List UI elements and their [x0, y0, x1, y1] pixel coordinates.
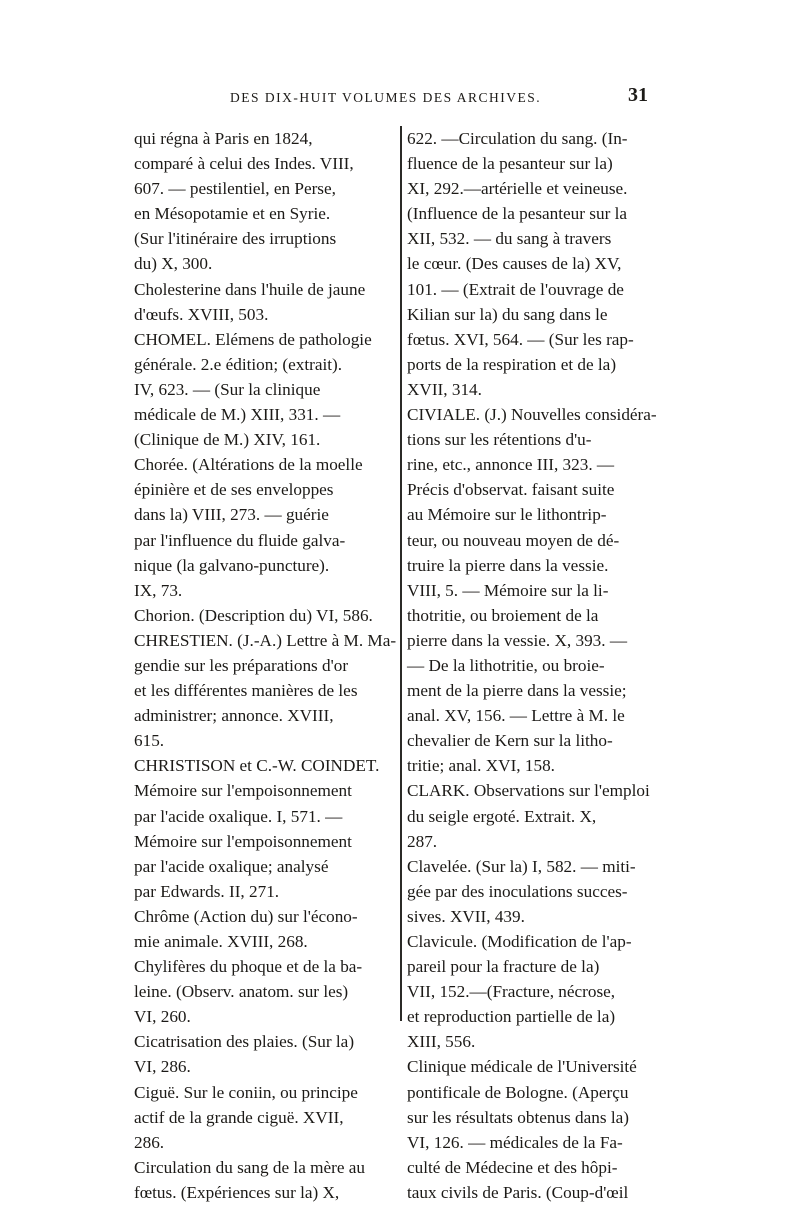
index-line: anal. XV, 156. — Lettre à M. le	[407, 706, 625, 726]
index-line: Clinique médicale de l'Université	[407, 1057, 637, 1077]
index-line: (Clinique de M.) XIV, 161.	[134, 430, 321, 450]
index-line: XIII, 556.	[407, 1032, 476, 1052]
index-line: Circulation du sang de la mère au	[134, 1157, 365, 1177]
index-line: leine. (Observ. anatom. sur les)	[134, 982, 349, 1002]
index-line: médicale de M.) XIII, 331. —	[134, 405, 341, 425]
index-line: XII, 532. — du sang à travers	[407, 229, 612, 249]
index-line: 615.	[134, 731, 165, 751]
index-line: pareil pour la fracture de la)	[407, 957, 600, 977]
index-line: actif de la grande ciguë. XVII,	[134, 1107, 344, 1127]
index-line: Clavelée. (Sur la) I, 582. — miti-	[407, 856, 636, 876]
index-line: par l'acide oxalique; analysé	[134, 856, 329, 876]
index-line: gendie sur les préparations d'or	[134, 655, 349, 675]
index-line: Précis d'observat. faisant suite	[407, 480, 615, 500]
index-line: taux civils de Paris. (Coup-d'œil	[407, 1182, 629, 1202]
index-line: CHRESTIEN. (J.-A.) Lettre à M. Ma-	[134, 630, 397, 650]
index-line: en Mésopotamie et en Syrie.	[134, 204, 331, 224]
index-line: 607. — pestilentiel, en Perse,	[134, 179, 336, 199]
index-line: 286.	[134, 1132, 165, 1152]
index-line: Cicatrisation des plaies. (Sur la)	[134, 1032, 355, 1052]
index-line: teur, ou nouveau moyen de dé-	[407, 530, 620, 550]
index-line: truire la pierre dans la vessie.	[407, 555, 609, 575]
index-line: Clavicule. (Modification de l'ap-	[407, 932, 632, 951]
index-line: et reproduction partielle de la)	[407, 1007, 616, 1027]
index-line: fœtus. XVI, 564. — (Sur les rap-	[407, 329, 634, 349]
right-index-column	[407, 126, 665, 1205]
page-number: 31	[628, 84, 648, 106]
index-line: par l'acide oxalique. I, 571. —	[134, 806, 343, 826]
index-line: Cholesterine dans l'huile de jaune	[134, 279, 366, 299]
index-line: CLARK. Observations sur l'emploi	[407, 781, 650, 801]
index-line: Ciguë. Sur le coniin, ou principe	[134, 1082, 358, 1102]
index-line: CHOMEL. Elémens de pathologie	[134, 329, 372, 349]
index-line: d'œufs. XVIII, 503.	[134, 304, 269, 324]
index-line: Chorée. (Altérations de la moelle	[134, 455, 363, 475]
index-line: pontificale de Bologne. (Aperçu	[407, 1082, 629, 1102]
index-line: sur les résultats obtenus dans la)	[407, 1107, 629, 1127]
column-divider	[400, 126, 402, 1021]
index-line: VI, 126. — médicales de la Fa-	[407, 1132, 623, 1152]
index-line: nique (la galvano-puncture).	[134, 555, 330, 575]
index-line: — De la lithotritie, ou broie-	[407, 655, 605, 675]
left-index-column	[134, 126, 397, 1205]
index-line: 287.	[407, 831, 438, 851]
index-line: épinière et de ses enveloppes	[134, 480, 334, 500]
index-line: du seigle ergoté. Extrait. X,	[407, 806, 597, 826]
index-line: sives. XVII, 439.	[407, 906, 525, 926]
index-line: par Edwards. II, 271.	[134, 881, 280, 901]
index-line: au Mémoire sur le lithontrip-	[407, 505, 607, 525]
index-line: (Influence de la pesanteur sur la	[407, 204, 627, 224]
index-line: VII, 152.—(Fracture, nécrose,	[407, 982, 616, 1002]
index-line: (Sur l'itinéraire des irruptions	[134, 229, 337, 249]
index-line: gée par des inoculations succes-	[407, 881, 628, 901]
index-line: Chrôme (Action du) sur l'écono-	[134, 906, 358, 926]
index-line: et les différentes manières de les	[134, 681, 358, 701]
index-line: fœtus. (Expériences sur la) X,	[134, 1182, 340, 1202]
index-line: mie animale. XVIII, 268.	[134, 932, 308, 951]
index-line: culté de Médecine et des hôpi-	[407, 1157, 618, 1177]
index-line: comparé à celui des Indes. VIII,	[134, 154, 354, 174]
index-line: thotritie, ou broiement de la	[407, 605, 599, 625]
index-line: pierre dans la vessie. X, 393. —	[407, 630, 628, 650]
index-line: Mémoire sur l'empoisonnement	[134, 781, 352, 801]
index-line: du) X, 300.	[134, 254, 213, 274]
index-line: rine, etc., annonce III, 323. —	[407, 455, 615, 475]
index-line: ports de la respiration et de la)	[407, 354, 617, 374]
running-title: DES DIX-HUIT VOLUMES DES ARCHIVES.	[230, 90, 542, 105]
index-line: VI, 286.	[134, 1057, 191, 1077]
index-line: tritie; anal. XVI, 158.	[407, 756, 555, 776]
index-line: XI, 292.—artérielle et veineuse.	[407, 179, 628, 199]
index-line: Chorion. (Description du) VI, 586.	[134, 605, 373, 625]
index-line: XVII, 314.	[407, 379, 482, 399]
index-line: VIII, 5. — Mémoire sur la li-	[407, 580, 609, 600]
index-line: fluence de la pesanteur sur la)	[407, 154, 613, 174]
index-line: IX, 73.	[134, 580, 183, 600]
index-line: dans la) VIII, 273. — guérie	[134, 505, 329, 525]
index-line: administrer; annonce. XVIII,	[134, 706, 334, 726]
index-line: tions sur les rétentions d'u-	[407, 430, 592, 450]
index-line: par l'influence du fluide galva-	[134, 530, 346, 550]
index-line: IV, 623. — (Sur la clinique	[134, 379, 321, 399]
index-line: Chylifères du phoque et de la ba-	[134, 957, 363, 977]
index-line: CHRISTISON et C.-W. COINDET.	[134, 756, 380, 776]
index-line: VI, 260.	[134, 1007, 191, 1027]
index-line: qui régna à Paris en 1824,	[134, 129, 313, 148]
index-line: Kilian sur la) du sang dans le	[407, 304, 608, 324]
index-line: ment de la pierre dans la vessie;	[407, 681, 627, 701]
index-line: CIVIALE. (J.) Nouvelles considéra-	[407, 405, 657, 425]
index-line: 622. —Circulation du sang. (In-	[407, 129, 628, 148]
index-line: 101. — (Extrait de l'ouvrage de	[407, 279, 624, 299]
index-line: générale. 2.e édition; (extrait).	[134, 354, 343, 374]
index-line: le cœur. (Des causes de la) XV,	[407, 254, 622, 274]
index-line: chevalier de Kern sur la litho-	[407, 731, 613, 751]
index-line: Mémoire sur l'empoisonnement	[134, 831, 352, 851]
